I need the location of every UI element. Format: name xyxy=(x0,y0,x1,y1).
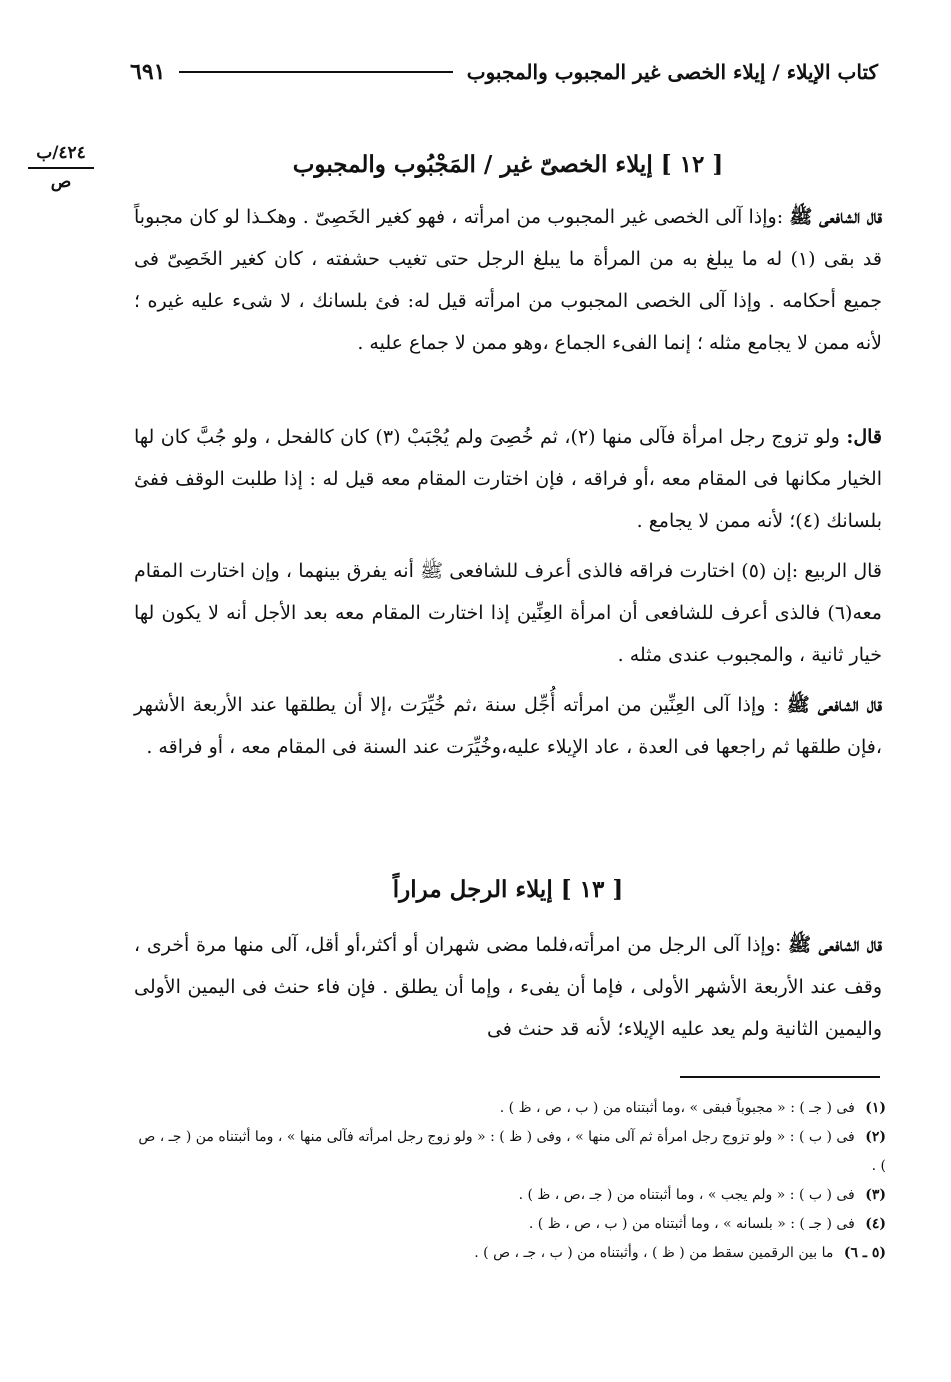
footnote-number: (٢) xyxy=(865,1129,886,1145)
speaker-label: قال الشافعى ﷺ xyxy=(788,934,883,956)
paragraph-text: ولو تزوج رجل امرأة فآلى منها (٢)، ثم خُصِىَ ولم يُجْبَبْ (٣) كان كالفحل ، ولو جُبَّ كان لها الخيار مكانها فى المقام معه ،أو فراقه ، فإن اختارت المقام معه قيل له : إذا طلبت الوقف ففئ بلسانك (٤)؛ لأنه ممن لا يجامع . xyxy=(134,426,882,532)
margin-note xyxy=(16,142,106,194)
footnote-text: فى ( جـ ) : « مجبوباً فبقى » ،وما أثبتناه من ( ب ، ص ، ظ ) . xyxy=(499,1100,855,1116)
footnote-rule xyxy=(680,1076,880,1078)
footnote xyxy=(134,1210,886,1239)
speaker-label: قال الشافعى ﷺ xyxy=(786,694,883,716)
footnote-number: (١) xyxy=(865,1100,886,1116)
paragraph xyxy=(134,924,882,1050)
speaker-label: قال الشافعى ﷺ xyxy=(789,206,883,228)
margin-note-rule xyxy=(28,167,94,169)
footnote xyxy=(134,1123,886,1181)
running-header xyxy=(130,52,878,92)
paragraph xyxy=(134,416,882,542)
paragraph-text: :وإذا آلى الرجل من امرأته،فلما مضى شهران أو أكثر،أو أقل، آلى منها مرة أخرى ، وقف عند الأربعة الأشهر الأولى ، فإما أن يفىء ، وإما أن يطلق . فإن فاء حنث فى اليمين الأولى واليمين الثانية ولم يعد عليه الإيلاء؛ لأنه قد حنث فى xyxy=(134,934,882,1040)
paragraph xyxy=(134,550,882,676)
footnote-text: فى ( جـ ) : « بلسانه » ، وما أثبتناه من ( ب ، ص ، ظ ) . xyxy=(528,1216,855,1232)
footnote-text: ما بين الرقمين سقط من ( ظ ) ، وأثبتناه من ( ب ، جـ ، ص ) . xyxy=(474,1245,834,1261)
section-heading: [ ١٢ ] إيلاء الخصىّ غير / المَجْبُوب والمجبوب xyxy=(292,151,724,178)
footnotes xyxy=(134,1094,886,1268)
footnote-text: فى ( ب ) : « ولم يجب » ، وما أثبتناه من ( جـ ،ص ، ظ ) . xyxy=(518,1187,855,1203)
footnote xyxy=(134,1239,886,1268)
section-heading: [ ١٣ ] إيلاء الرجل مراراً xyxy=(392,876,624,903)
footnote-text: فى ( ب ) : « ولو تزوج رجل امرأة ثم آلى منها » ، وفى ( ظ ) : « ولو زوج رجل امرأته فآلى منها » ، وما أثبتناه من ( جـ ، ص ) . xyxy=(138,1129,886,1174)
footnote xyxy=(134,1094,886,1123)
paragraph-text: قال الربيع :إن (٥) اختارت فراقه فالذى أعرف للشافعى ﷺ أنه يفرق بينهما ، وإن اختارت المقام معه(٦) فالذى أعرف للشافعى أن امرأة العِنِّين إذا اختارت المقام معه بعد الأجل أنه لا يكون لها خيار ثانية ، والمجبوب عندى مثله . xyxy=(134,560,882,666)
running-title: كتاب الإيلاء / إيلاء الخصى غير المجبوب والمجبوب xyxy=(466,60,878,84)
paragraph xyxy=(134,684,882,768)
folio-reference: ٤٢٤/ب xyxy=(36,143,86,163)
footnote-number: (٥ ـ ٦) xyxy=(843,1245,886,1261)
footnote xyxy=(134,1181,886,1210)
footnote-number: (٣) xyxy=(865,1187,886,1203)
speaker-label: قال: xyxy=(846,426,883,448)
header-rule xyxy=(179,71,452,73)
paragraph xyxy=(134,196,882,364)
paragraph-text: :وإذا آلى الخصى غير المجبوب من امرأته ، فهو كغير الخَصِىّ . وهكـذا لو كان مجبوباً قد بقى (١) له ما يبلغ به من المرأة ما يبلغ الرجل حتى تغيب حشفته ، كان كغير الخَصِىّ فى جميع أحكامه . وإذا آلى الخصى المجبوب من امرأته قيل له: فئ بلسانك ، لا شىء عليه غيره ؛ لأنه ممن لا يجامع مثله ؛ إنما الفىء الجماع ،وهو ممن لا جماع عليه . xyxy=(134,206,883,354)
page-number: ٦٩١ xyxy=(130,59,166,85)
footnote-number: (٤) xyxy=(865,1216,886,1232)
paragraph-text: : وإذا آلى العِنِّين من امرأته أُجِّل سنة ،ثم خُيِّرَت ،إلا أن يطلقها عند الأربعة الأشهر ،فإن طلقها ثم راجعها فى العدة ، عاد الإيلاء عليه،وخُيِّرَت عند السنة فى المقام معه ، أو فراقه . xyxy=(134,694,882,758)
manuscript-siglum: ص xyxy=(50,171,72,192)
